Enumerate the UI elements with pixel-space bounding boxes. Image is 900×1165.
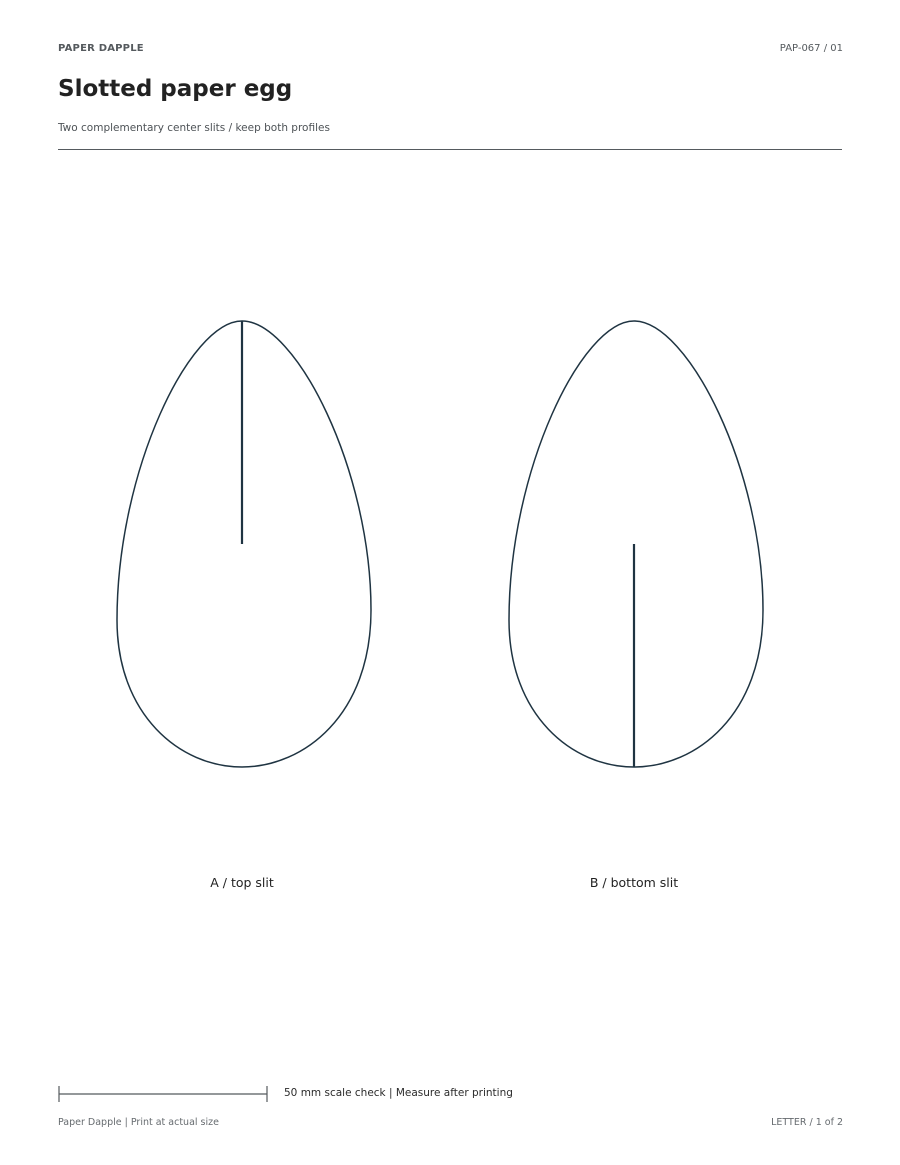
- egg-outline-a: [117, 321, 371, 767]
- document-code: PAP-067 / 01: [779, 43, 843, 54]
- footer-left-text: Paper Dapple | Print at actual size: [58, 1117, 219, 1128]
- egg-piece-b: [509, 321, 763, 767]
- page-subtitle: Two complementary center slits / keep both profiles: [58, 122, 330, 134]
- egg-outline-b: [509, 321, 763, 767]
- piece-label-a: A / top slit: [210, 875, 274, 890]
- egg-piece-a: [117, 321, 371, 767]
- scale-check-text: 50 mm scale check | Measure after printing: [284, 1087, 513, 1099]
- page-title: Slotted paper egg: [58, 76, 293, 102]
- brand-name: PAPER DAPPLE: [58, 43, 144, 54]
- scale-bar: [58, 1085, 270, 1103]
- piece-label-b: B / bottom slit: [589, 875, 679, 890]
- footer-page-info: LETTER / 1 of 2: [771, 1117, 843, 1128]
